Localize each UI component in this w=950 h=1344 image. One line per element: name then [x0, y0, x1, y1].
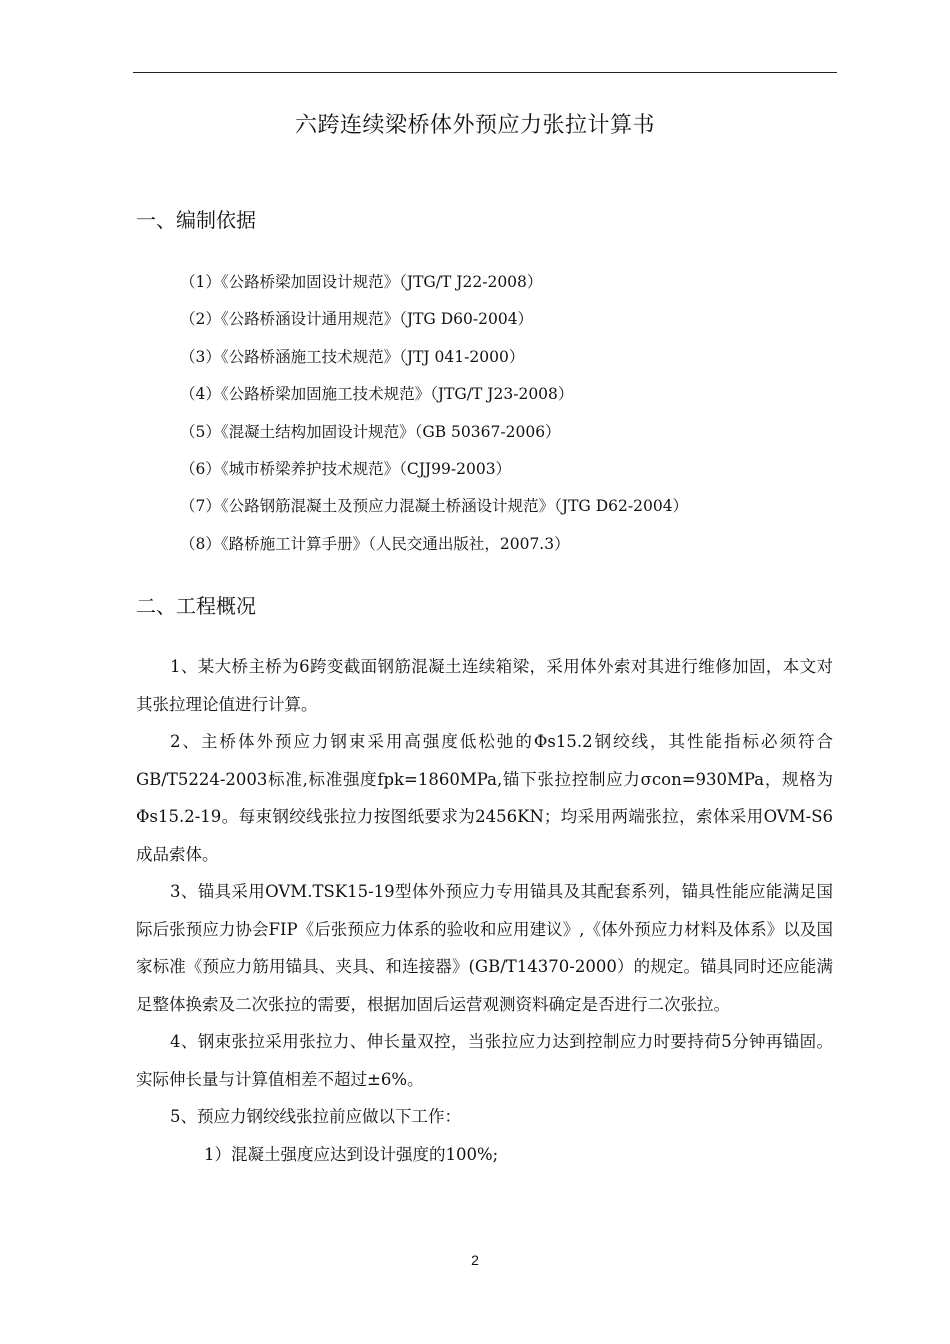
overview-paragraph: 2、主桥体外预应力钢束采用高强度低松弛的Φs15.2钢绞线，其性能指标必须符合GB/T5224-2003标准,标准强度fpk=1860MPa,锚下张拉控制应力σcon=930MPa，规格为Φs15.2-19。每束钢绞线张拉力按图纸要求为2456KN；均采用两端张拉，索体采用OVM-S6成品索体。 — [136, 732, 833, 864]
overview-paragraph: 5、预应力钢绞线张拉前应做以下工作： — [170, 1107, 461, 1126]
reference-list — [180, 264, 688, 563]
overview-body — [136, 648, 833, 1173]
reference-item: （2）《公路桥涵设计通用规范》（JTG D60-2004） — [180, 310, 534, 329]
overview-paragraph: 3、锚具采用OVM.TSK15-19型体外预应力专用锚具及其配套系列，锚具性能应能满足国际后张预应力协会FIP《后张预应力体系的验收和应用建议》,《体外预应力材料及体系》以及国家标准《预应力筋用锚具、夹具、和连接器》(GB/T14370-2000）的规定。锚具同时还应能满足整体换索及二次张拉的需要，根据加固后运营观测资料确定是否进行二次张拉。 — [136, 882, 833, 1014]
section-heading-overview: 二、工程概况 — [136, 594, 256, 618]
reference-item: （6）《城市桥梁养护技术规范》（CJJ99-2003） — [180, 460, 512, 479]
page-number: 2 — [471, 1252, 479, 1268]
reference-item: （7）《公路钢筋混凝土及预应力混凝土桥涵设计规范》（JTG D62-2004） — [180, 497, 689, 516]
overview-paragraph: 4、钢束张拉采用张拉力、伸长量双控，当张拉应力达到控制应力时要持荷5分钟再锚固。实际伸长量与计算值相差不超过±6%。 — [136, 1032, 833, 1089]
reference-item: （8）《路桥施工计算手册》（人民交通出版社，2007.3） — [180, 534, 570, 553]
reference-item: （3）《公路桥涵施工技术规范》（JTJ 041-2000） — [180, 347, 525, 366]
reference-item: （1）《公路桥梁加固设计规范》（JTG/T J22-2008） — [180, 273, 543, 291]
reference-item: （5）《混凝土结构加固设计规范》（GB 50367-2006） — [180, 422, 561, 441]
overview-paragraph: 1、某大桥主桥为6跨变截面钢筋混凝土连续箱梁，采用体外索对其进行维修加固，本文对其张拉理论值进行计算。 — [136, 657, 833, 714]
reference-item: （4）《公路桥梁加固施工技术规范》（JTG/T J23-2008） — [180, 385, 574, 404]
overview-subitem: 1）混凝土强度应达到设计强度的100%; — [204, 1144, 499, 1164]
section-heading-basis: 一、编制依据 — [136, 208, 256, 232]
header-rule — [133, 72, 837, 73]
document-title: 六跨连续梁桥体外预应力张拉计算书 — [294, 113, 655, 138]
